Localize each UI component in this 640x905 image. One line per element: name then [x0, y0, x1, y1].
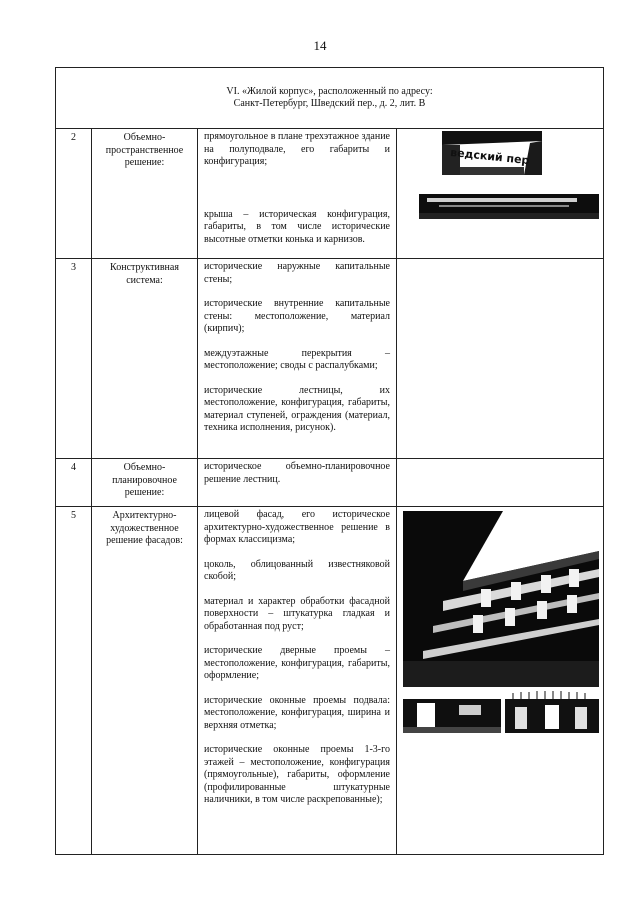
- facade-sign-photo: [442, 131, 542, 175]
- roof-image: [419, 189, 599, 219]
- row-category: Объемно-планировочное решение:: [92, 459, 198, 507]
- window-detail-photo: [505, 689, 599, 733]
- street-sign-text: ведский пер: [449, 145, 531, 168]
- table-row: [56, 259, 604, 459]
- feature-item: междуэтажные перекрытия – местоположение; своды с распалубками;: [204, 347, 390, 371]
- row-photos: [397, 129, 604, 259]
- roof-photo: [419, 189, 599, 219]
- page-number: 14: [313, 38, 327, 53]
- feature-item: крыша – историческая конфигурация, габариты, в том числе исторические высотные отметки конька и карнизов.: [204, 208, 390, 245]
- table-header-row: [56, 68, 604, 129]
- row-description: [198, 507, 397, 855]
- row-number: 5: [56, 507, 92, 855]
- row-description: [198, 129, 397, 259]
- section-title-line1: VI. «Жилой корпус», расположенный по адресу:: [226, 85, 433, 97]
- row-description: [198, 459, 397, 507]
- entrance-photo: [403, 691, 501, 733]
- feature-item: лицевой фасад, его историческое архитектурно-художественное решение в формах классицизма;: [204, 509, 390, 545]
- section-title-line2: Санкт-Петербург, Шведский пер., д. 2, лит. В: [233, 98, 426, 109]
- row-category: Конструктивная система:: [92, 259, 198, 459]
- row-photos: [397, 507, 604, 855]
- row-number: 2: [56, 129, 92, 259]
- row-number: 4: [56, 459, 92, 507]
- feature-item: прямоугольное в плане трехэтажное здание на полуподвале, его габариты и конфигурация;: [204, 131, 390, 167]
- row-photos: [397, 259, 604, 459]
- table-row: [56, 507, 604, 855]
- feature-item: цоколь, облицованный известняковой скобой;: [204, 558, 390, 582]
- feature-item: материал и характер обработки фасадной поверхности – штукатурка гладкая и обработанная под руст;: [204, 595, 390, 632]
- feature-item: исторические оконные проемы подвала: местоположение, конфигурация, ширина и верхняя отметка;: [204, 694, 390, 731]
- protected-features-table: [55, 67, 604, 855]
- feature-item: исторические наружные капитальные стены;: [204, 261, 390, 285]
- row-category: Архитектурно-художественное решение фасадов:: [92, 507, 198, 855]
- row-photos: [397, 459, 604, 507]
- feature-item: исторические лестницы, их местоположение, конфигурация, габариты, материал ступеней, ограждения (материал, техника исполнения, рисунок).: [204, 384, 390, 433]
- main-facade-image: [403, 511, 599, 687]
- row-number: 3: [56, 259, 92, 459]
- main-facade-photo: [403, 511, 599, 687]
- table-row: [56, 459, 604, 507]
- feature-item: историческое объемно-планировочное решение лестниц.: [204, 461, 390, 485]
- row-category: Объемно-пространственное решение:: [92, 129, 198, 259]
- section-title: [56, 68, 604, 129]
- feature-item: исторические оконные проемы 1-3-го этажей – местоположение, конфигурация (прямоугольные), габариты, оформление (профилированные штукатурные наличники, в том числе раскрепованные);: [204, 744, 390, 805]
- entrance-image: [403, 691, 501, 733]
- feature-item: исторические дверные проемы – местоположение, конфигурация, габариты, оформление;: [204, 645, 390, 681]
- window-detail-image: [505, 689, 599, 733]
- feature-item: исторические внутренние капитальные стены: местоположение, материал (кирпич);: [204, 298, 390, 334]
- table-row: [56, 129, 604, 259]
- row-description: [198, 259, 397, 459]
